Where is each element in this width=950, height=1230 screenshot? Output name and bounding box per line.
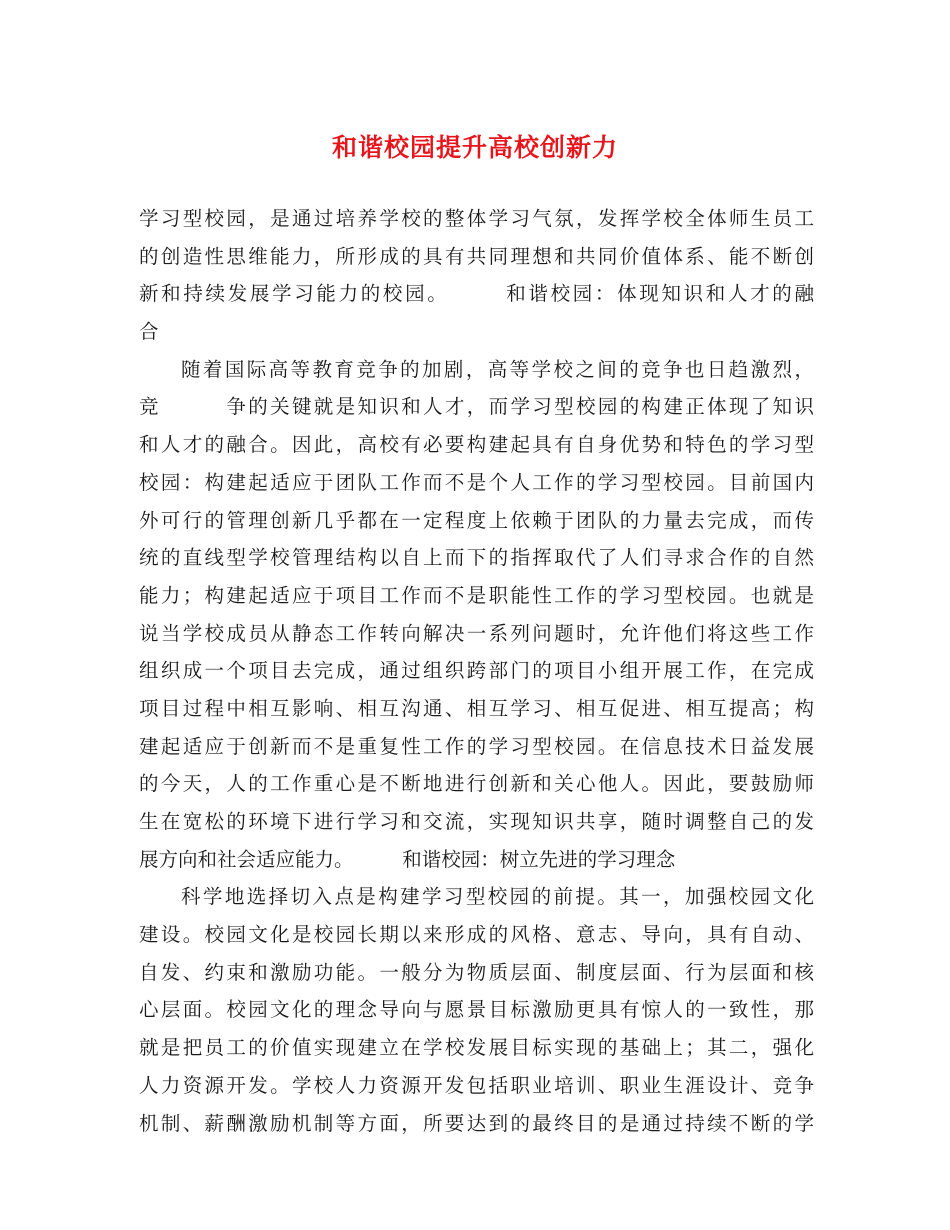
body-line: 随着国际高等教育竞争的加剧，高等学校之间的竞争也日趋激烈， bbox=[181, 357, 814, 381]
body-line: 统的直线型学校管理结构以自上而下的指挥取代了人们寻求合作的自然 bbox=[139, 546, 814, 570]
body-line: 组织成一个项目去完成，通过组织跨部门的项目小组开展工作，在完成 bbox=[139, 659, 814, 683]
body-line: 展方向和社会适应能力。 和谐校园：树立先进的学习理念 bbox=[139, 847, 676, 871]
body-line: 说当学校成员从静态工作转向解决一系列问题时，允许他们将这些工作 bbox=[139, 621, 814, 645]
body-line: 项目过程中相互影响、相互沟通、相互学习、相互促进、相互提高；构 bbox=[139, 696, 814, 720]
body-line: 人力资源开发。学校人力资源开发包括职业培训、职业生涯设计、竞争 bbox=[139, 1073, 814, 1097]
body-line: 合 bbox=[139, 320, 159, 344]
body-line: 的创造性思维能力，所形成的具有共同理想和共同价值体系、能不断创 bbox=[139, 244, 814, 268]
body-line: 外可行的管理创新几乎都在一定程度上依赖于团队的力量去完成，而传 bbox=[139, 508, 814, 532]
body-line: 新和持续发展学习能力的校园。 和谐校园：体现知识和人才的融 bbox=[139, 282, 814, 306]
body-line: 就是把员工的价值实现建立在学校发展目标实现的基础上；其二，强化 bbox=[139, 1036, 814, 1060]
body-line: 和人才的融合。因此，高校有必要构建起具有自身优势和特色的学习型 bbox=[139, 433, 814, 457]
body-line: 心层面。校园文化的理念导向与愿景目标激励更具有惊人的一致性，那 bbox=[139, 998, 814, 1022]
document-title: 和谐校园提升高校创新力 bbox=[331, 133, 618, 162]
body-line: 机制、薪酬激励机制等方面，所要达到的最终目的是通过持续不断的学 bbox=[139, 1111, 814, 1135]
body-line: 能力；构建起适应于项目工作而不是职能性工作的学习型校园。也就是 bbox=[139, 583, 814, 607]
body-line: 生在宽松的环境下进行学习和交流，实现知识共享，随时调整自己的发 bbox=[139, 810, 814, 833]
document-body bbox=[139, 200, 814, 1142]
body-line: 自发、约束和激励功能。一般分为物质层面、制度层面、行为层面和核 bbox=[139, 960, 814, 984]
body-line: 建起适应于创新而不是重复性工作的学习型校园。在信息技术日益发展 bbox=[139, 734, 814, 758]
body-line: 校园：构建起适应于团队工作而不是个人工作的学习型校园。目前国内 bbox=[139, 470, 814, 494]
body-line: 学习型校园，是通过培养学校的整体学习气氛，发挥学校全体师生员工 bbox=[139, 207, 814, 230]
body-line: 竞 争的关键就是知识和人才，而学习型校园的构建正体现了知识 bbox=[139, 395, 814, 419]
body-line: 的今天，人的工作重心是不断地进行创新和关心他人。因此，要鼓励师 bbox=[139, 772, 814, 796]
body-line: 科学地选择切入点是构建学习型校园的前提。其一，加强校园文化 bbox=[181, 885, 814, 909]
body-line: 建设。校园文化是校园长期以来形成的风格、意志、导向，具有自动、 bbox=[139, 923, 814, 947]
